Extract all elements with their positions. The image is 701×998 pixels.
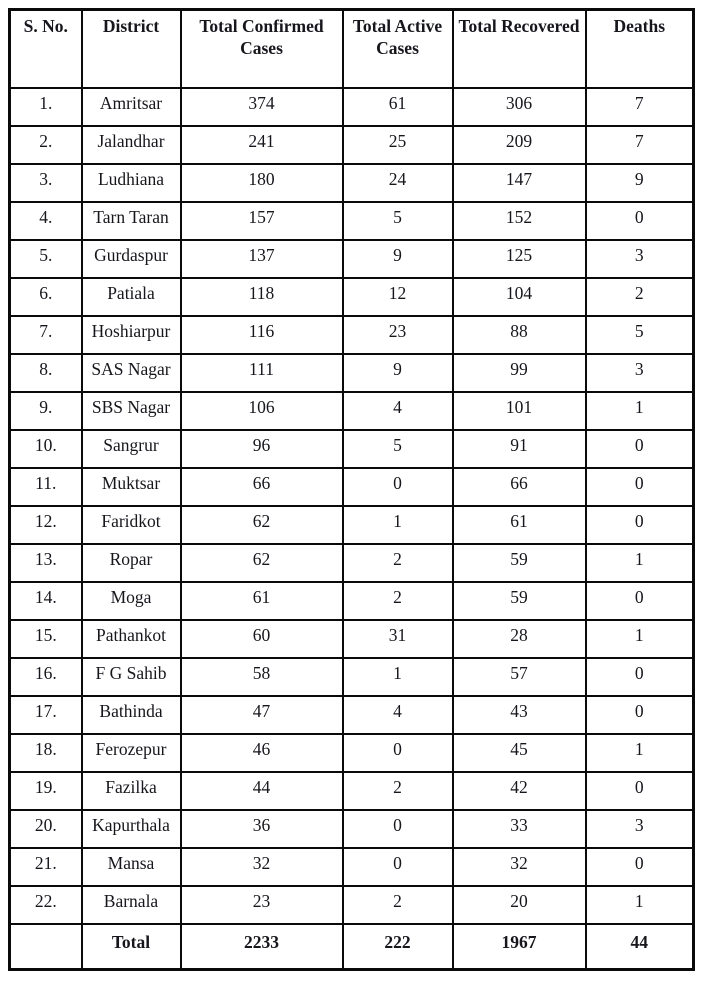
cell-district: Ropar: [82, 544, 181, 582]
cell-district: SAS Nagar: [82, 354, 181, 392]
cell-recovered: 32: [453, 848, 586, 886]
cell-recovered: 104: [453, 278, 586, 316]
cell-sno: 10.: [10, 430, 82, 468]
cell-sno: 13.: [10, 544, 82, 582]
cell-deaths: 0: [586, 658, 694, 696]
table-row: [10, 240, 694, 278]
cell-confirmed: 137: [181, 240, 343, 278]
cell-deaths: 0: [586, 582, 694, 620]
cell-district: Sangrur: [82, 430, 181, 468]
total-row: [10, 924, 694, 970]
cell-confirmed: 66: [181, 468, 343, 506]
cell-confirmed: 118: [181, 278, 343, 316]
header-deaths: Deaths: [586, 10, 694, 88]
header-row: [10, 10, 694, 88]
header-confirmed: Total Confirmed Cases: [181, 10, 343, 88]
cell-sno: 17.: [10, 696, 82, 734]
cell-confirmed: 111: [181, 354, 343, 392]
cell-deaths: 1: [586, 544, 694, 582]
cell-deaths: 1: [586, 392, 694, 430]
cell-sno: [10, 924, 82, 970]
cell-confirmed: 60: [181, 620, 343, 658]
table-row: [10, 544, 694, 582]
cell-confirmed: 374: [181, 88, 343, 126]
cell-active: 2: [343, 886, 453, 924]
table-header: [10, 10, 694, 88]
cell-active: 2: [343, 544, 453, 582]
cell-active: 31: [343, 620, 453, 658]
cell-active: 2: [343, 772, 453, 810]
cell-active: 1: [343, 506, 453, 544]
cell-sno: 1.: [10, 88, 82, 126]
header-active: Total Active Cases: [343, 10, 453, 88]
cell-sno: 5.: [10, 240, 82, 278]
cell-recovered: 209: [453, 126, 586, 164]
cell-sno: 16.: [10, 658, 82, 696]
cell-district: Bathinda: [82, 696, 181, 734]
table-row: [10, 810, 694, 848]
cell-sno: 14.: [10, 582, 82, 620]
cell-active: 9: [343, 354, 453, 392]
cell-district: Muktsar: [82, 468, 181, 506]
cell-recovered: 1967: [453, 924, 586, 970]
cell-recovered: 101: [453, 392, 586, 430]
header-district: District: [82, 10, 181, 88]
cell-recovered: 28: [453, 620, 586, 658]
cell-district: Total: [82, 924, 181, 970]
cell-deaths: 1: [586, 886, 694, 924]
cell-recovered: 57: [453, 658, 586, 696]
cell-deaths: 3: [586, 240, 694, 278]
cell-district: Kapurthala: [82, 810, 181, 848]
cell-deaths: 3: [586, 810, 694, 848]
cell-confirmed: 2233: [181, 924, 343, 970]
cell-district: Jalandhar: [82, 126, 181, 164]
cell-sno: 21.: [10, 848, 82, 886]
table-row: [10, 734, 694, 772]
cell-district: Hoshiarpur: [82, 316, 181, 354]
cell-active: 5: [343, 430, 453, 468]
cell-deaths: 5: [586, 316, 694, 354]
table-row: [10, 202, 694, 240]
cell-recovered: 59: [453, 544, 586, 582]
cell-sno: 3.: [10, 164, 82, 202]
cell-active: 23: [343, 316, 453, 354]
cell-confirmed: 47: [181, 696, 343, 734]
cell-active: 4: [343, 696, 453, 734]
cell-recovered: 306: [453, 88, 586, 126]
cell-sno: 18.: [10, 734, 82, 772]
table-row: [10, 620, 694, 658]
table-row: [10, 164, 694, 202]
cell-confirmed: 106: [181, 392, 343, 430]
cell-confirmed: 32: [181, 848, 343, 886]
table-row: [10, 658, 694, 696]
header-recovered: Total Recovered: [453, 10, 586, 88]
cell-active: 25: [343, 126, 453, 164]
table-row: [10, 886, 694, 924]
cell-deaths: 9: [586, 164, 694, 202]
cell-district: Ferozepur: [82, 734, 181, 772]
cell-recovered: 59: [453, 582, 586, 620]
cell-district: Fazilka: [82, 772, 181, 810]
cell-deaths: 7: [586, 126, 694, 164]
cell-district: Faridkot: [82, 506, 181, 544]
cell-recovered: 42: [453, 772, 586, 810]
cell-recovered: 61: [453, 506, 586, 544]
cell-active: 0: [343, 810, 453, 848]
cell-recovered: 43: [453, 696, 586, 734]
cell-district: Gurdaspur: [82, 240, 181, 278]
cell-deaths: 0: [586, 696, 694, 734]
cell-sno: 19.: [10, 772, 82, 810]
cell-sno: 2.: [10, 126, 82, 164]
cell-recovered: 91: [453, 430, 586, 468]
cell-deaths: 1: [586, 734, 694, 772]
table-row: [10, 772, 694, 810]
cell-deaths: 2: [586, 278, 694, 316]
table-row: [10, 354, 694, 392]
cell-active: 4: [343, 392, 453, 430]
cell-sno: 22.: [10, 886, 82, 924]
covid-district-table: [8, 8, 695, 971]
cell-recovered: 45: [453, 734, 586, 772]
cell-active: 0: [343, 734, 453, 772]
cell-recovered: 20: [453, 886, 586, 924]
cell-active: 9: [343, 240, 453, 278]
cell-active: 61: [343, 88, 453, 126]
cell-district: Mansa: [82, 848, 181, 886]
cell-sno: 11.: [10, 468, 82, 506]
cell-recovered: 88: [453, 316, 586, 354]
cell-district: Pathankot: [82, 620, 181, 658]
cell-sno: 4.: [10, 202, 82, 240]
cell-active: 222: [343, 924, 453, 970]
cell-district: Barnala: [82, 886, 181, 924]
cell-district: SBS Nagar: [82, 392, 181, 430]
cell-active: 5: [343, 202, 453, 240]
cell-active: 2: [343, 582, 453, 620]
cell-deaths: 1: [586, 620, 694, 658]
table-row: [10, 506, 694, 544]
table-row: [10, 278, 694, 316]
table-row: [10, 430, 694, 468]
cell-recovered: 125: [453, 240, 586, 278]
cell-deaths: 3: [586, 354, 694, 392]
cell-sno: 12.: [10, 506, 82, 544]
header-sno: S. No.: [10, 10, 82, 88]
cell-confirmed: 62: [181, 544, 343, 582]
table-row: [10, 392, 694, 430]
table-row: [10, 696, 694, 734]
cell-recovered: 66: [453, 468, 586, 506]
cell-deaths: 0: [586, 506, 694, 544]
cell-district: Ludhiana: [82, 164, 181, 202]
cell-sno: 6.: [10, 278, 82, 316]
cell-deaths: 0: [586, 430, 694, 468]
cell-deaths: 7: [586, 88, 694, 126]
cell-active: 1: [343, 658, 453, 696]
cell-district: Patiala: [82, 278, 181, 316]
table-row: [10, 848, 694, 886]
table-row: [10, 88, 694, 126]
cell-confirmed: 241: [181, 126, 343, 164]
cell-confirmed: 23: [181, 886, 343, 924]
cell-confirmed: 46: [181, 734, 343, 772]
cell-deaths: 0: [586, 848, 694, 886]
cell-confirmed: 62: [181, 506, 343, 544]
cell-deaths: 0: [586, 468, 694, 506]
cell-confirmed: 180: [181, 164, 343, 202]
cell-confirmed: 96: [181, 430, 343, 468]
cell-district: Moga: [82, 582, 181, 620]
table-row: [10, 582, 694, 620]
cell-sno: 15.: [10, 620, 82, 658]
cell-confirmed: 36: [181, 810, 343, 848]
cell-recovered: 99: [453, 354, 586, 392]
cell-sno: 7.: [10, 316, 82, 354]
cell-recovered: 147: [453, 164, 586, 202]
cell-confirmed: 116: [181, 316, 343, 354]
cell-confirmed: 157: [181, 202, 343, 240]
table-row: [10, 126, 694, 164]
cell-active: 0: [343, 468, 453, 506]
cell-sno: 9.: [10, 392, 82, 430]
cell-active: 12: [343, 278, 453, 316]
table-row: [10, 468, 694, 506]
cell-sno: 20.: [10, 810, 82, 848]
cell-recovered: 33: [453, 810, 586, 848]
cell-confirmed: 44: [181, 772, 343, 810]
cell-active: 0: [343, 848, 453, 886]
cell-deaths: 0: [586, 772, 694, 810]
cell-deaths: 0: [586, 202, 694, 240]
table-row: [10, 316, 694, 354]
cell-confirmed: 58: [181, 658, 343, 696]
table-body: [10, 88, 694, 970]
cell-sno: 8.: [10, 354, 82, 392]
cell-district: Amritsar: [82, 88, 181, 126]
cell-confirmed: 61: [181, 582, 343, 620]
cell-recovered: 152: [453, 202, 586, 240]
cell-district: F G Sahib: [82, 658, 181, 696]
cell-deaths: 44: [586, 924, 694, 970]
cell-active: 24: [343, 164, 453, 202]
cell-district: Tarn Taran: [82, 202, 181, 240]
